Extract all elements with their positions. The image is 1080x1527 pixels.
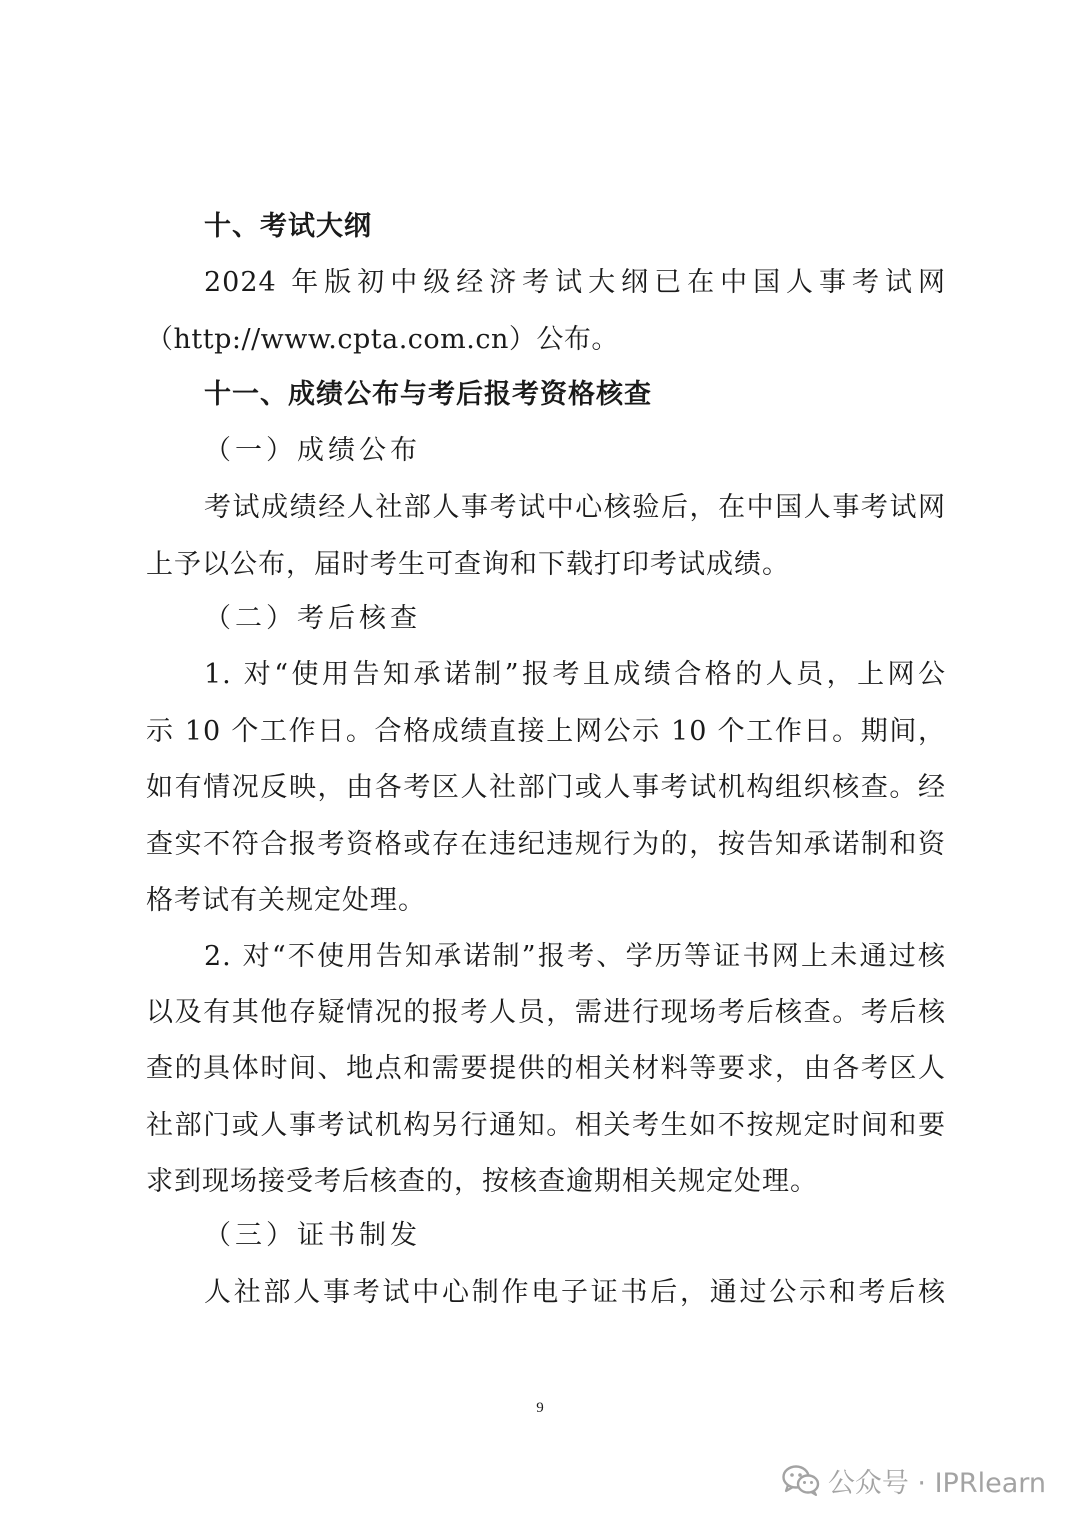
- paragraph-line: 2. 对“不使用告知承诺制”报考、学历等证书网上未通过核: [204, 941, 946, 972]
- paragraph-line: 考试成绩经人社部人事考试中心核验后，在中国人事考试网: [204, 492, 946, 523]
- subsection-heading-post-exam-check: （二）考后核查: [204, 603, 421, 634]
- paragraph-line: 求到现场接受考后核查的，按核查逾期相关规定处理。: [146, 1166, 818, 1197]
- paragraph-line: 如有情况反映，由各考区人社部门或人事考试机构组织核查。经: [146, 772, 946, 803]
- paragraph-line: 以及有其他存疑情况的报考人员，需进行现场考后核查。考后核: [146, 997, 946, 1028]
- subsection-heading-certificate: （三）证书制发: [204, 1220, 421, 1251]
- page-number: 9: [536, 1400, 544, 1416]
- paragraph-line: 查的具体时间、地点和需要提供的相关材料等要求，由各考区人: [146, 1053, 946, 1084]
- paragraph-line: （http://www.cpta.com.cn）公布。: [146, 324, 619, 355]
- paragraph-line: 格考试有关规定处理。: [146, 885, 426, 916]
- section-heading-results: 十一、成绩公布与考后报考资格核查: [204, 379, 652, 410]
- watermark: [782, 1456, 1046, 1504]
- paragraph-line: 上予以公布，届时考生可查询和下载打印考试成绩。: [146, 549, 790, 580]
- paragraph-line: 人社部人事考试中心制作电子证书后，通过公示和考后核: [204, 1277, 946, 1308]
- watermark-text: 公众号 · IPRlearn: [827, 1467, 1046, 1499]
- paragraph-line: 示 10 个工作日。合格成绩直接上网公示 10 个工作日。期间，: [146, 716, 946, 747]
- paragraph-line: 社部门或人事考试机构另行通知。相关考生如不按规定时间和要: [146, 1110, 946, 1141]
- wechat-icon: [782, 1464, 820, 1496]
- subsection-heading-results-publication: （一）成绩公布: [204, 435, 421, 466]
- paragraph-line: 2024 年版初中级经济考试大纲已在中国人事考试网: [204, 267, 946, 298]
- paragraph-line: 1. 对“使用告知承诺制”报考且成绩合格的人员，上网公: [204, 659, 946, 690]
- paragraph-line: 查实不符合报考资格或存在违纪违规行为的，按告知承诺制和资: [146, 829, 946, 860]
- section-heading-outline: 十、考试大纲: [204, 211, 372, 242]
